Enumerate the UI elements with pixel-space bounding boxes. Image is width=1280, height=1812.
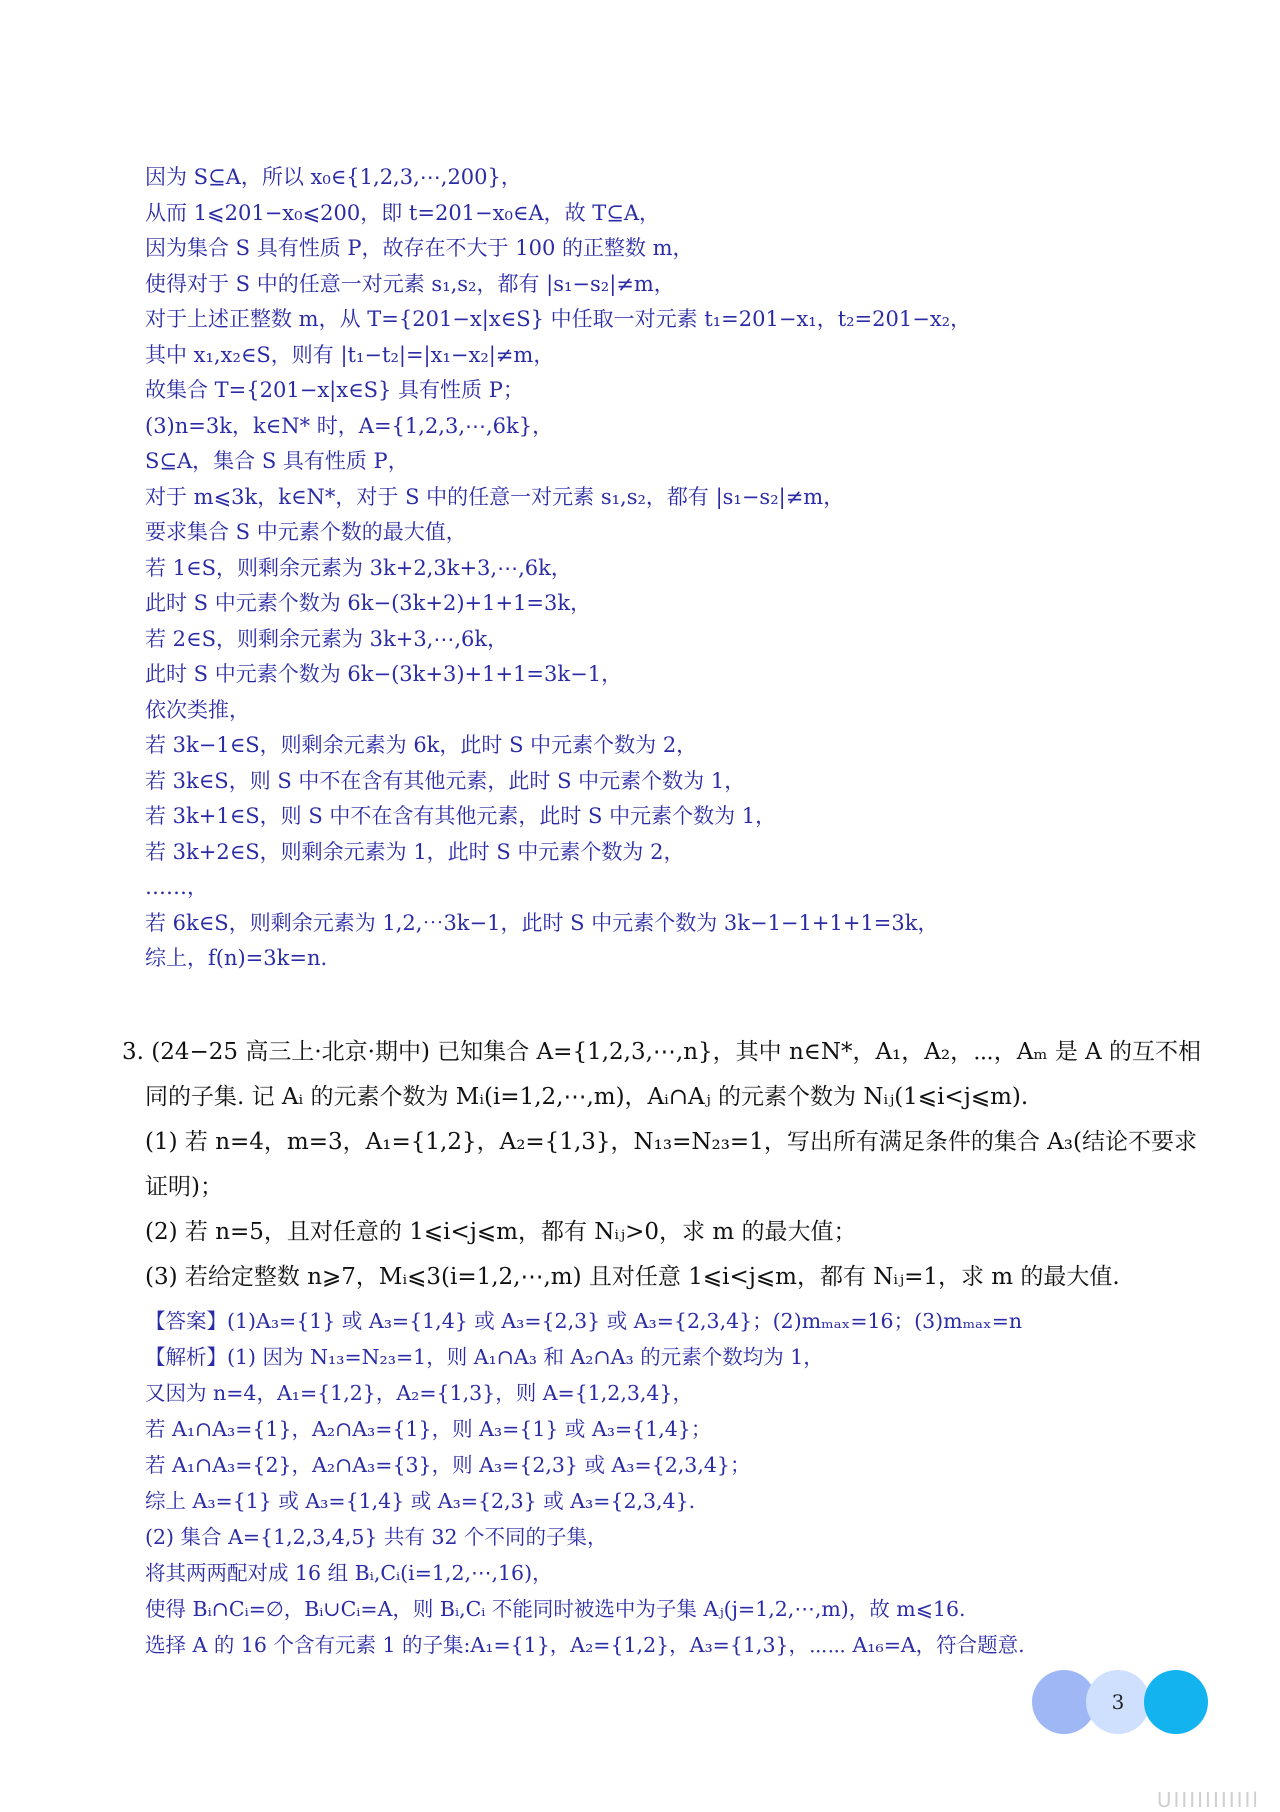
badge-circle-right <box>1144 1670 1208 1734</box>
answer-label: 【答案】 <box>145 1309 227 1333</box>
analysis-line: 将其两两配对成 16 组 Bᵢ,Cᵢ(i=1,2,⋯,16)， <box>145 1561 553 1585</box>
solution-line: 对于 m⩽3k，k∈N*，对于 S 中的任意一对元素 s₁,s₂，都有 |s₁−s₂|≠m， <box>145 484 845 509</box>
solution-line: 若 2∈S，则剩余元素为 3k+3,⋯,6k， <box>145 626 509 651</box>
problem-statement-line: 同的子集. 记 Aᵢ 的元素个数为 Mᵢ(i=1,2,⋯,m)，Aᵢ∩Aⱼ 的元素个数为 Nᵢⱼ(1⩽i<j⩽m). <box>145 1084 1029 1110</box>
solution-line: 故集合 T={201−x|x∈S} 具有性质 P； <box>145 378 524 402</box>
analysis-label: 【解析】 <box>145 1345 227 1369</box>
solution-line: 若 3k+1∈S，则 S 中不在含有其他元素，此时 S 中元素个数为 1， <box>145 804 777 828</box>
problem-part-3: (3) 若给定整数 n⩾7，Mᵢ⩽3(i=1,2,⋯,m) 且对任意 1⩽i<j⩽m，都有 Nᵢⱼ=1，求 m 的最大值. <box>145 1264 1120 1290</box>
solution-continued <box>145 160 1220 977</box>
analysis-line: 若 A₁∩A₃={2}，A₂∩A₃={3}，则 A₃={2,3} 或 A₃={2,3,4}； <box>145 1453 751 1477</box>
solution-line: 依次类推， <box>145 697 250 722</box>
solution-line: 此时 S 中元素个数为 6k−(3k+2)+1+1=3k， <box>145 591 592 615</box>
analysis-line: 又因为 n=4，A₁={1,2}，A₂={1,3}，则 A={1,2,3,4}， <box>145 1381 694 1405</box>
problem-3 <box>122 1030 1220 1300</box>
solution-line: ……， <box>145 875 208 899</box>
solution-line: 若 3k+2∈S，则剩余元素为 1，此时 S 中元素个数为 2， <box>145 839 685 864</box>
answer-analysis <box>145 1303 1220 1663</box>
answer-text: (1)A₃={1} 或 A₃={1,4} 或 A₃={2,3} 或 A₃={2,3,4}；(2)mₘₐₓ=16；(3)mₘₐₓ=n <box>227 1309 1023 1333</box>
watermark: UIIIIIIIIIIl <box>1156 1788 1260 1812</box>
solution-line: 其中 x₁,x₂∈S，则有 |t₁−t₂|=|x₁−x₂|≠m， <box>145 342 555 367</box>
solution-line: 若 3k−1∈S，则剩余元素为 6k，此时 S 中元素个数为 2， <box>145 733 698 757</box>
analysis-first-line <box>145 1339 1220 1375</box>
problem-part-2: (2) 若 n=5，且对任意的 1⩽i<j⩽m，都有 Nᵢⱼ>0，求 m 的最大值； <box>145 1219 857 1245</box>
problem-part-1-cont: 证明)； <box>145 1174 223 1200</box>
solution-line: 因为集合 S 具有性质 P，故存在不大于 100 的正整数 m， <box>145 236 694 260</box>
page-number-badge <box>1032 1670 1222 1730</box>
solution-line: 对于上述正整数 m，从 T={201−x|x∈S} 中任取一对元素 t₁=201−x₁，t₂=201−x₂， <box>145 307 972 331</box>
problem-part-1: (1) 若 n=4，m=3，A₁={1,2}，A₂={1,3}，N₁₃=N₂₃=1，写出所有满足条件的集合 A₃(结论不要求 <box>145 1129 1197 1155</box>
solution-line: 从而 1⩽201−x₀⩽200，即 t=201−x₀∈A，故 T⊆A， <box>145 200 661 225</box>
analysis-text: (1) 因为 N₁₃=N₂₃=1，则 A₁∩A₃ 和 A₂∩A₃ 的元素个数均为 1， <box>227 1345 824 1369</box>
solution-line: 若 6k∈S，则剩余元素为 1,2,⋯3k−1，此时 S 中元素个数为 3k−1−1+1+1=3k， <box>145 910 939 935</box>
analysis-line: 选择 A 的 16 个含有元素 1 的子集:A₁={1}，A₂={1,2}，A₃={1,3}，⋯⋯ A₁₆=A，符合题意. <box>145 1633 1025 1657</box>
solution-line: 若 3k∈S，则 S 中不在含有其他元素，此时 S 中元素个数为 1， <box>145 768 746 793</box>
solution-line: 若 1∈S，则剩余元素为 3k+2,3k+3,⋯,6k， <box>145 555 572 580</box>
solution-line: (3)n=3k，k∈N* 时，A={1,2,3,⋯,6k}， <box>145 413 554 438</box>
page-number: 3 <box>1111 1690 1125 1714</box>
solution-line: 要求集合 S 中元素个数的最大值， <box>145 520 467 544</box>
answer-line <box>145 1303 1220 1339</box>
solution-line: S⊆A，集合 S 具有性质 P， <box>145 449 409 473</box>
solution-line: 使得对于 S 中的任意一对元素 s₁,s₂，都有 |s₁−s₂|≠m， <box>145 271 675 296</box>
solution-line: 因为 S⊆A，所以 x₀∈{1,2,3,⋯,200}， <box>145 165 522 189</box>
analysis-line: 综上 A₃={1} 或 A₃={1,4} 或 A₃={2,3} 或 A₃={2,3,4}. <box>145 1489 696 1513</box>
analysis-line: (2) 集合 A={1,2,3,4,5} 共有 32 个不同的子集， <box>145 1525 608 1549</box>
solution-line: 此时 S 中元素个数为 6k−(3k+3)+1+1=3k−1， <box>145 662 623 686</box>
solution-line: 综上，f(n)=3k=n. <box>145 946 328 970</box>
analysis-line: 使得 Bᵢ∩Cᵢ=∅，Bᵢ∪Cᵢ=A，则 Bᵢ,Cᵢ 不能同时被选中为子集 Aⱼ(j=1,2,⋯,m)，故 m⩽16. <box>145 1597 966 1621</box>
analysis-line: 若 A₁∩A₃={1}，A₂∩A₃={1}，则 A₃={1} 或 A₃={1,4}； <box>145 1417 712 1441</box>
problem-statement-line: 3. (24−25 高三上·北京·期中) 已知集合 A={1,2,3,⋯,n}，其中 n∈N*，A₁，A₂，⋯，Aₘ 是 A 的互不相 <box>122 1039 1202 1065</box>
